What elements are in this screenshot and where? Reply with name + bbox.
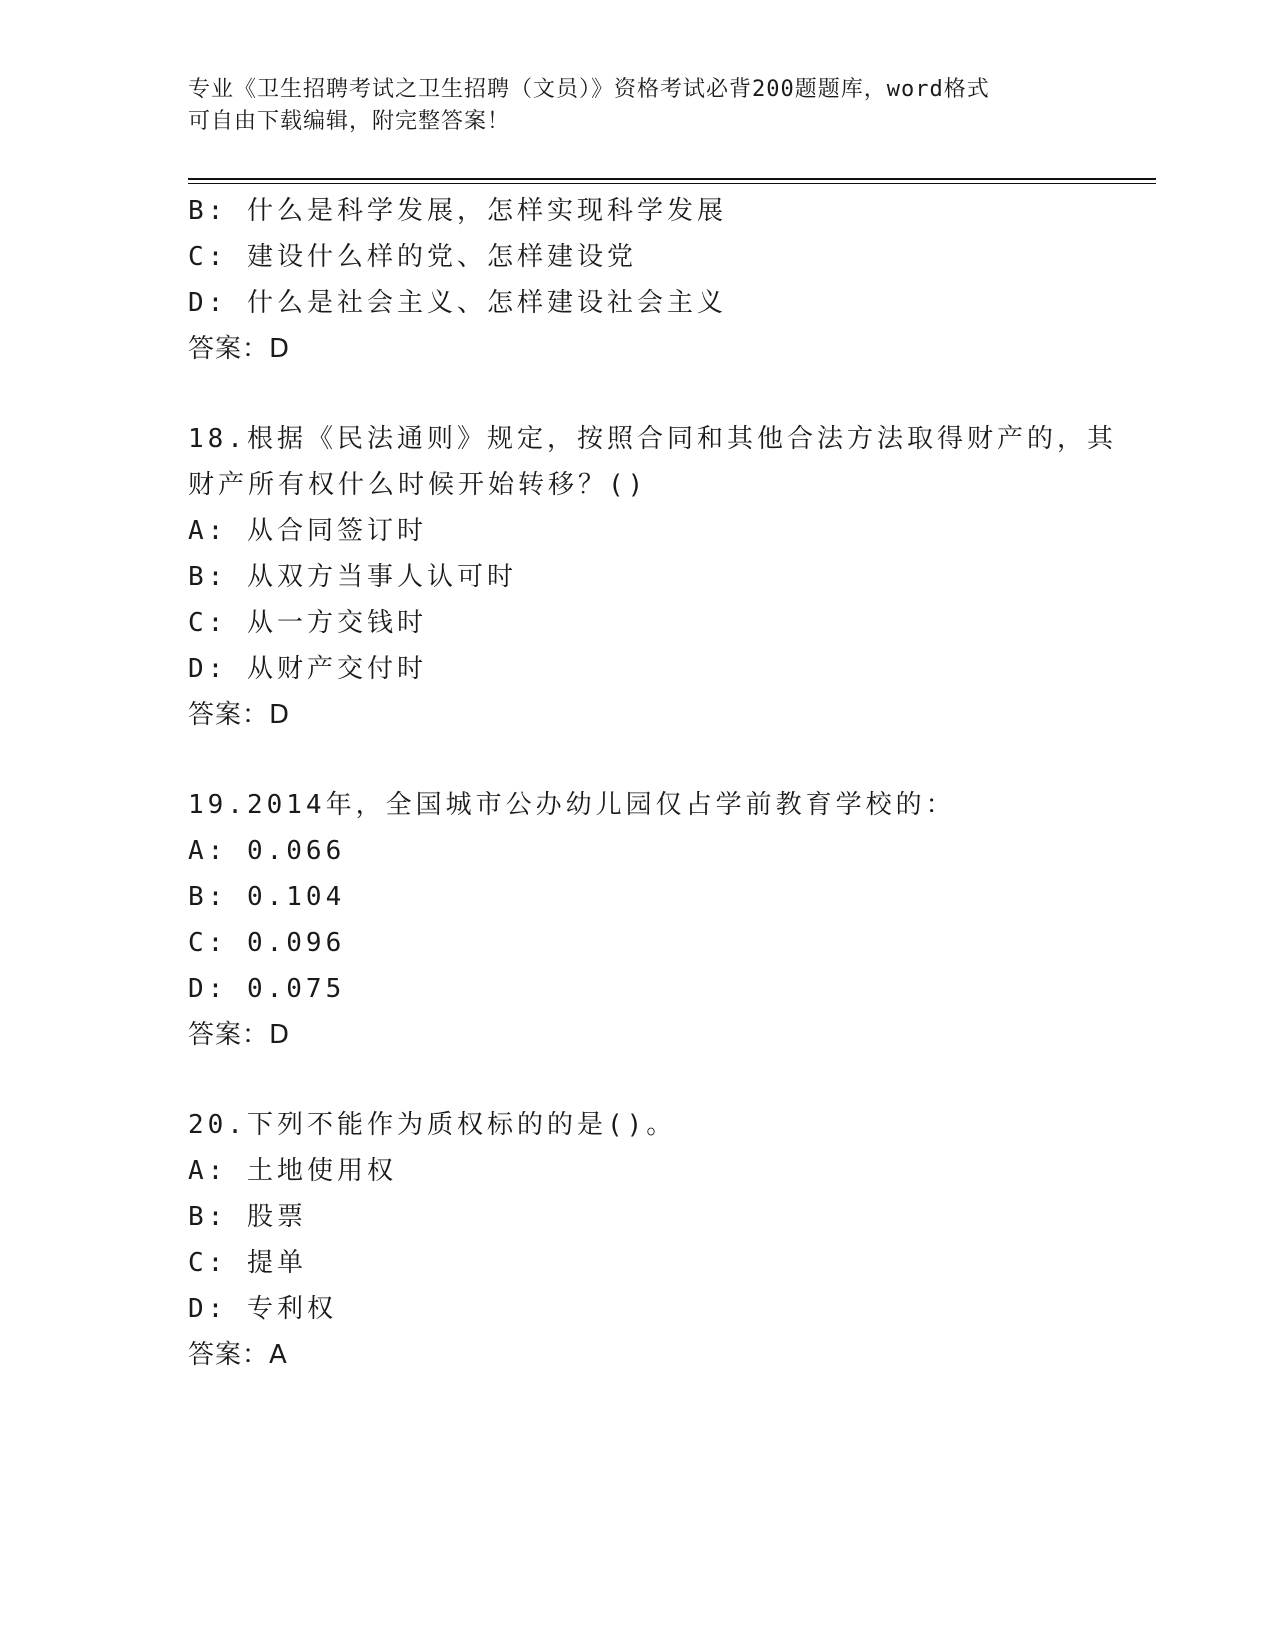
spacer (188, 1058, 1088, 1102)
option-c: C: 提单 (188, 1248, 307, 1278)
answer-line: 答案：D (188, 700, 291, 730)
question-block-19 (188, 782, 1088, 1058)
header-divider-thin (188, 183, 1156, 184)
option-b: B: 什么是科学发展，怎样实现科学发展 (188, 196, 727, 226)
question-stem-line-1: 19.2014年，全国城市公办幼儿园仅占学前教育学校的： (188, 790, 956, 820)
answer-line: 答案：D (188, 334, 291, 364)
question-block-17 (188, 188, 1088, 372)
option-a: A: 0.066 (188, 836, 346, 866)
option-b: B: 0.104 (188, 882, 346, 912)
option-c: C: 建设什么样的党、怎样建设党 (188, 242, 637, 272)
answer-line: 答案：D (188, 1020, 291, 1050)
question-block-18 (188, 416, 1117, 738)
option-a: A: 从合同签订时 (188, 516, 427, 546)
document-header (188, 74, 1088, 138)
option-d: D: 什么是社会主义、怎样建设社会主义 (188, 288, 727, 318)
answer-line: 答案：A (188, 1340, 288, 1370)
option-d: D: 专利权 (188, 1294, 337, 1324)
option-c: C: 从一方交钱时 (188, 608, 427, 638)
spacer (188, 372, 1088, 416)
header-line-2: 可自由下载编辑，附完整答案！ (188, 109, 511, 134)
option-b: B: 股票 (188, 1202, 307, 1232)
spacer (188, 738, 1088, 782)
header-divider-thick (188, 178, 1156, 180)
option-a: A: 土地使用权 (188, 1156, 397, 1186)
question-stem-line-1: 20.下列不能作为质权标的的是()。 (188, 1110, 677, 1140)
option-d: D: 从财产交付时 (188, 654, 427, 684)
question-block-20 (188, 1102, 1088, 1378)
option-d: D: 0.075 (188, 974, 346, 1004)
option-b: B: 从双方当事人认可时 (188, 562, 517, 592)
question-stem-line-1: 18.根据《民法通则》规定，按照合同和其他合法方法取得财产的，其 (188, 424, 1117, 454)
header-line-1: 专业《卫生招聘考试之卫生招聘（文员）》资格考试必背200题题库，word格式 (188, 77, 990, 102)
question-stem-line-2: 财产所有权什么时候开始转移？() (188, 470, 648, 500)
question-list (188, 188, 1117, 1378)
option-c: C: 0.096 (188, 928, 346, 958)
